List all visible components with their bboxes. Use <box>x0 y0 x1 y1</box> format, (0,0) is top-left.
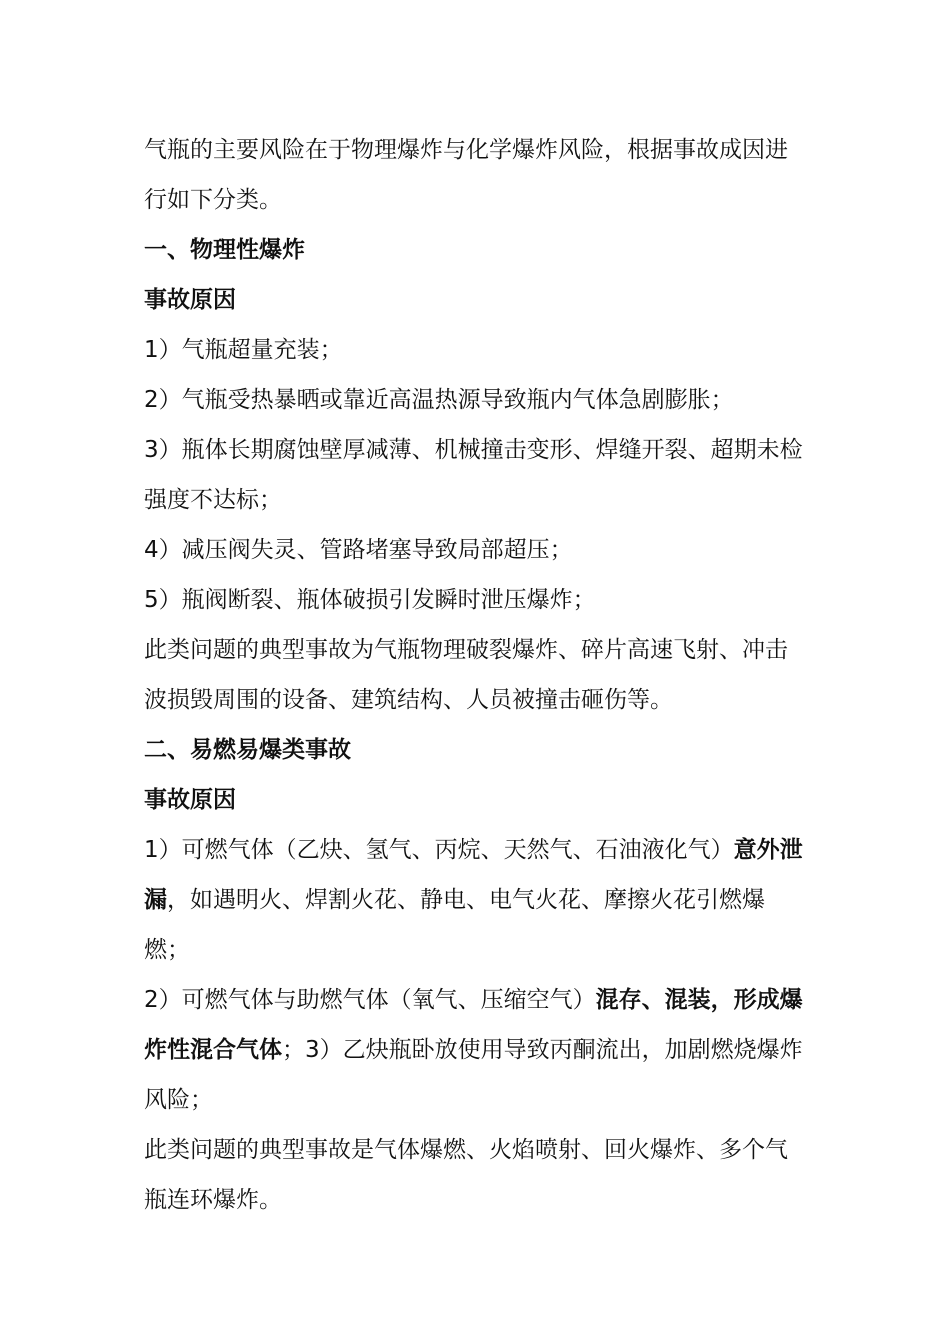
section2-item-2-tail: ；3）乙炔瓶卧放使用导致丙酮流出，加剧燃烧爆炸风险； <box>144 1037 803 1113</box>
document-page <box>144 125 808 1225</box>
section1-typical-paragraph: 此类问题的典型事故为气瓶物理破裂爆炸、碎片高速飞射、冲击波损毁周围的设备、建筑结构、人员被撞击砸伤等。 <box>144 637 788 713</box>
section2-heading: 二、易燃易爆类事故 <box>144 737 351 763</box>
section1-item-2: 2）气瓶受热暴晒或靠近高温热源导致瓶内气体急剧膨胀； <box>144 387 734 413</box>
section1-item-5: 5）瓶阀断裂、瓶体破损引发瞬时泄压爆炸； <box>144 587 596 613</box>
section2-item-2-text: 2）可燃气体与助燃气体（氧气、压缩空气） <box>144 987 596 1013</box>
section1-item-3: 3）瓶体长期腐蚀壁厚减薄、机械撞击变形、焊缝开裂、超期未检强度不达标； <box>144 437 803 513</box>
intro-paragraph: 气瓶的主要风险在于物理爆炸与化学爆炸风险，根据事故成因进行如下分类。 <box>144 137 788 213</box>
section2-subheading: 事故原因 <box>144 787 236 813</box>
section1-item-4: 4）减压阀失灵、管路堵塞导致局部超压； <box>144 537 573 563</box>
section2-item-2-emphasis: 混存、混装，形成爆炸性混合气体 <box>144 987 803 1063</box>
section1-heading: 一、物理性爆炸 <box>144 237 305 263</box>
section2-typical-paragraph: 此类问题的典型事故是气体爆燃、火焰喷射、回火爆炸、多个气瓶连环爆炸。 <box>144 1137 788 1213</box>
section2-item-1 <box>144 825 808 975</box>
section1-item-1: 1）气瓶超量充装； <box>144 337 343 363</box>
section2-item-1-emphasis: 意外泄漏 <box>144 837 803 913</box>
section2-item-2 <box>144 975 808 1125</box>
section2-item-1-text: 1）可燃气体（乙炔、氢气、丙烷、天然气、石油液化气） <box>144 837 734 863</box>
section2-item-1-tail: ，如遇明火、焊割火花、静电、电气火花、摩擦火花引燃爆燃； <box>144 887 765 963</box>
section1-subheading: 事故原因 <box>144 287 236 313</box>
